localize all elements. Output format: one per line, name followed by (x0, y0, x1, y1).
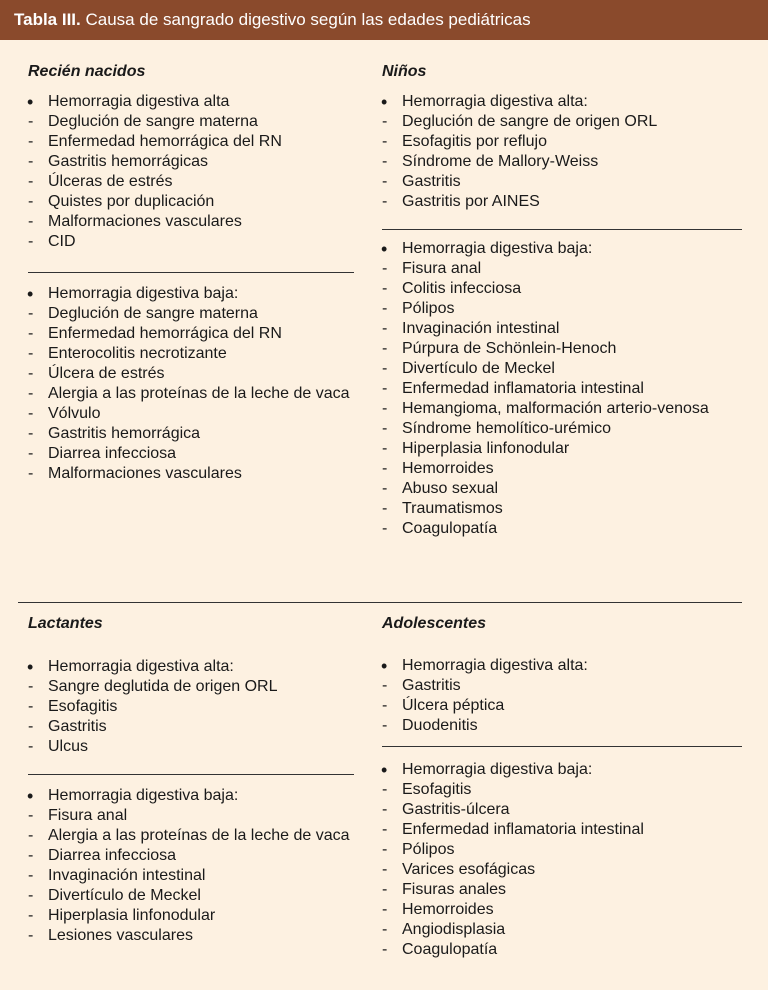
list-item: - Esofagitis (382, 780, 722, 800)
list-recien-nacidos-baja (28, 284, 358, 484)
list-item: - Ulcus (28, 737, 368, 757)
list-item: - Gastritis por AINES (382, 192, 722, 212)
list-item: - Síndrome de Mallory-Weiss (382, 152, 722, 172)
list-item: - Úlcera péptica (382, 696, 722, 716)
list-item: - Abuso sexual (382, 479, 722, 499)
list-heading: • Hemorragia digestiva alta (28, 92, 368, 112)
list-item: - Diarrea infecciosa (28, 846, 358, 866)
list-item: - Malformaciones vasculares (28, 464, 358, 484)
list-heading: • Hemorragia digestiva baja: (28, 284, 358, 304)
list-ninos-alta (382, 92, 722, 212)
list-item: - Hiperplasia linfonodular (382, 439, 722, 459)
section-title-lactantes: Lactantes (28, 615, 103, 632)
section-title-ninos: Niños (382, 63, 427, 80)
list-item: - Úlcera de estrés (28, 364, 358, 384)
table-title: Causa de sangrado digestivo según las edades pediátricas (85, 10, 531, 29)
list-item: - Fisura anal (28, 806, 358, 826)
list-item: - Malformaciones vasculares (28, 212, 368, 232)
divider (28, 774, 354, 775)
section-title-recien-nacidos: Recién nacidos (28, 63, 146, 80)
list-recien-nacidos-alta (28, 92, 368, 252)
list-adolescentes-baja (382, 760, 722, 960)
list-item: - Colitis infecciosa (382, 279, 722, 299)
list-item: - Angiodisplasia (382, 920, 722, 940)
list-item: - Invaginación intestinal (28, 866, 358, 886)
list-item: - Gastritis (382, 172, 722, 192)
list-item: - Esofagitis por reflujo (382, 132, 722, 152)
list-ninos-baja (382, 239, 722, 539)
list-item: - Enfermedad hemorrágica del RN (28, 132, 368, 152)
list-item: - Divertículo de Meckel (382, 359, 722, 379)
list-item: - Hemorroides (382, 900, 722, 920)
list-item: - Enfermedad inflamatoria intestinal (382, 379, 722, 399)
list-item: - Coagulopatía (382, 940, 722, 960)
list-item: - Quistes por duplicación (28, 192, 368, 212)
list-heading: • Hemorragia digestiva baja: (382, 760, 722, 780)
list-item: - Hemorroides (382, 459, 722, 479)
list-item: - Alergia a las proteínas de la leche de vaca (28, 384, 358, 404)
list-item: - Coagulopatía (382, 519, 722, 539)
list-item: - Invaginación intestinal (382, 319, 722, 339)
list-item: - Diarrea infecciosa (28, 444, 358, 464)
list-item: - Fisura anal (382, 259, 722, 279)
list-item: - Traumatismos (382, 499, 722, 519)
list-item: - Gastritis hemorrágica (28, 424, 358, 444)
section-divider (18, 602, 742, 603)
list-item: - Hemangioma, malformación arterio-venosa (382, 399, 722, 419)
list-adolescentes-alta (382, 656, 722, 736)
list-item: - Púrpura de Schönlein-Henoch (382, 339, 722, 359)
divider (28, 272, 354, 273)
divider (382, 746, 742, 747)
list-item: - Hiperplasia linfonodular (28, 906, 358, 926)
list-item: - Gastritis-úlcera (382, 800, 722, 820)
list-item: - Alergia a las proteínas de la leche de vaca (28, 826, 358, 846)
list-item: - Enfermedad inflamatoria intestinal (382, 820, 722, 840)
list-item: - Duodenitis (382, 716, 722, 736)
list-item: - Síndrome hemolítico-urémico (382, 419, 722, 439)
list-item: - Úlceras de estrés (28, 172, 368, 192)
list-item: - Varices esofágicas (382, 860, 722, 880)
list-item: - Deglución de sangre materna (28, 112, 368, 132)
list-lactantes-alta (28, 657, 368, 757)
section-title-adolescentes: Adolescentes (382, 615, 487, 632)
list-item: - Deglución de sangre de origen ORL (382, 112, 722, 132)
list-item: - Lesiones vasculares (28, 926, 358, 946)
list-heading: • Hemorragia digestiva alta: (28, 657, 368, 677)
list-item: - Pólipos (382, 840, 722, 860)
table-header (0, 0, 768, 40)
list-item: - Vólvulo (28, 404, 358, 424)
list-item: - Deglución de sangre materna (28, 304, 358, 324)
list-heading: • Hemorragia digestiva baja: (382, 239, 722, 259)
list-item: - Pólipos (382, 299, 722, 319)
list-item: - Gastritis hemorrágicas (28, 152, 368, 172)
divider (382, 229, 742, 230)
table-label: Tabla III. (14, 10, 81, 29)
list-item: - Gastritis (28, 717, 368, 737)
list-heading: • Hemorragia digestiva alta: (382, 656, 722, 676)
list-item: - Enterocolitis necrotizante (28, 344, 358, 364)
list-item: - Gastritis (382, 676, 722, 696)
list-heading: • Hemorragia digestiva alta: (382, 92, 722, 112)
list-lactantes-baja (28, 786, 358, 946)
list-item: - Sangre deglutida de origen ORL (28, 677, 368, 697)
list-heading: • Hemorragia digestiva baja: (28, 786, 358, 806)
list-item: - Esofagitis (28, 697, 368, 717)
list-item: - CID (28, 232, 368, 252)
list-item: - Enfermedad hemorrágica del RN (28, 324, 358, 344)
list-item: - Divertículo de Meckel (28, 886, 358, 906)
list-item: - Fisuras anales (382, 880, 722, 900)
